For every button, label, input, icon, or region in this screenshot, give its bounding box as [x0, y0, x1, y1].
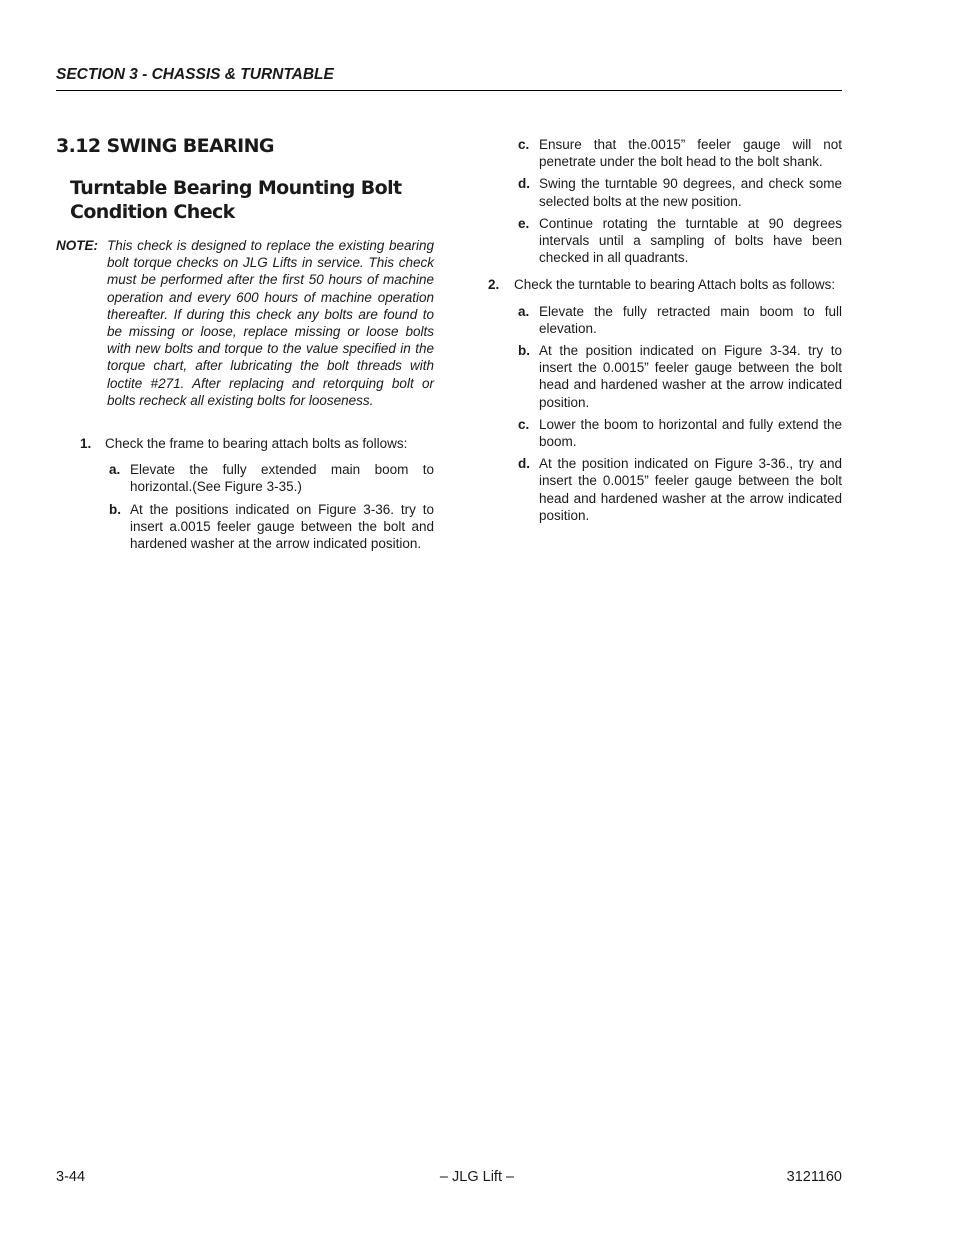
- right-column: [488, 134, 842, 524]
- sub-text: Elevate the fully retracted main boom to full elevation.: [539, 303, 842, 336]
- sub-letter: d.: [518, 176, 530, 192]
- page-number: 3-44: [56, 1169, 86, 1185]
- note-label: NOTE:: [56, 238, 98, 253]
- step-2a: [518, 303, 842, 337]
- step-1e: [518, 215, 842, 267]
- footer-title: – JLG Lift –: [439, 1169, 515, 1185]
- sub-letter: e.: [518, 215, 530, 231]
- section-title: 3.12 SWING BEARING: [56, 135, 274, 157]
- subsection-title: Turntable Bearing Mounting Bolt Condition Check: [70, 177, 402, 223]
- note-block: [56, 237, 434, 409]
- left-column: [56, 134, 434, 552]
- sub-letter: a.: [518, 303, 530, 319]
- sub-text: At the positions indicated on Figure 3-36. try to insert a.0015 feeler gauge between the bolt and hardened washer at the arrow indicated position.: [130, 501, 434, 552]
- sub-text: At the position indicated on Figure 3-36., try and insert the 0.0015” feeler gauge between the bolt head and hardened washer at the arrow indicated position.: [539, 456, 842, 523]
- step-2c: [518, 416, 842, 450]
- sub-letter: c.: [518, 137, 530, 152]
- sub-letter: b.: [109, 501, 121, 517]
- step-1b: [109, 501, 434, 553]
- step-2: [488, 276, 842, 293]
- sub-text: Elevate the fully extended main boom to horizontal.(See Figure 3-35.): [130, 462, 434, 495]
- step-2d: [518, 455, 842, 524]
- step-1: [80, 435, 434, 452]
- sub-letter: d.: [518, 456, 530, 472]
- section-header: SECTION 3 - CHASSIS & TURNTABLE: [56, 66, 842, 91]
- step-1a: [109, 461, 434, 495]
- sub-text: Swing the turntable 90 degrees, and check some selected bolts at the new position.: [539, 176, 842, 209]
- step-2b: [518, 342, 842, 411]
- step-1d: [518, 175, 842, 209]
- sub-letter: b.: [518, 343, 530, 359]
- step-1c: [518, 136, 842, 170]
- sub-text: Continue rotating the turntable at 90 degrees intervals until a sampling of bolts have been checked in all quadrants.: [539, 215, 842, 266]
- sub-letter: a.: [109, 462, 121, 478]
- note-text: This check is designed to replace the existing bearing bolt torque checks on JLG Lifts in service. This check must be performed after the first 50 hours of machine operation and every 600 hours of machine operation thereafter. If during this check any bolts are found to be missing or loose, replace missing or loose bolts with new bolts and torque to the value specified in the torque chart, after lubricating the bolt threads with loctite #271. After replacing and retorquing bolt or bolts recheck all existing bolts for looseness.: [107, 238, 434, 408]
- step-number: 2.: [488, 277, 500, 293]
- step-text: Check the frame to bearing attach bolts as follows:: [105, 436, 408, 452]
- sub-text: At the position indicated on Figure 3-34. try to insert the 0.0015” feeler gauge between the bolt head and hardened washer at the arrow indicated position.: [539, 343, 842, 410]
- sub-text: Lower the boom to horizontal and fully extend the boom.: [539, 416, 842, 450]
- step-text: Check the turntable to bearing Attach bolts as follows:: [514, 277, 836, 293]
- sub-text: Ensure that the.0015” feeler gauge will not penetrate under the bolt head to the bolt shank.: [539, 137, 842, 170]
- step-number: 1.: [80, 436, 92, 452]
- document-number: 3121160: [786, 1169, 842, 1185]
- sub-letter: c.: [518, 416, 530, 432]
